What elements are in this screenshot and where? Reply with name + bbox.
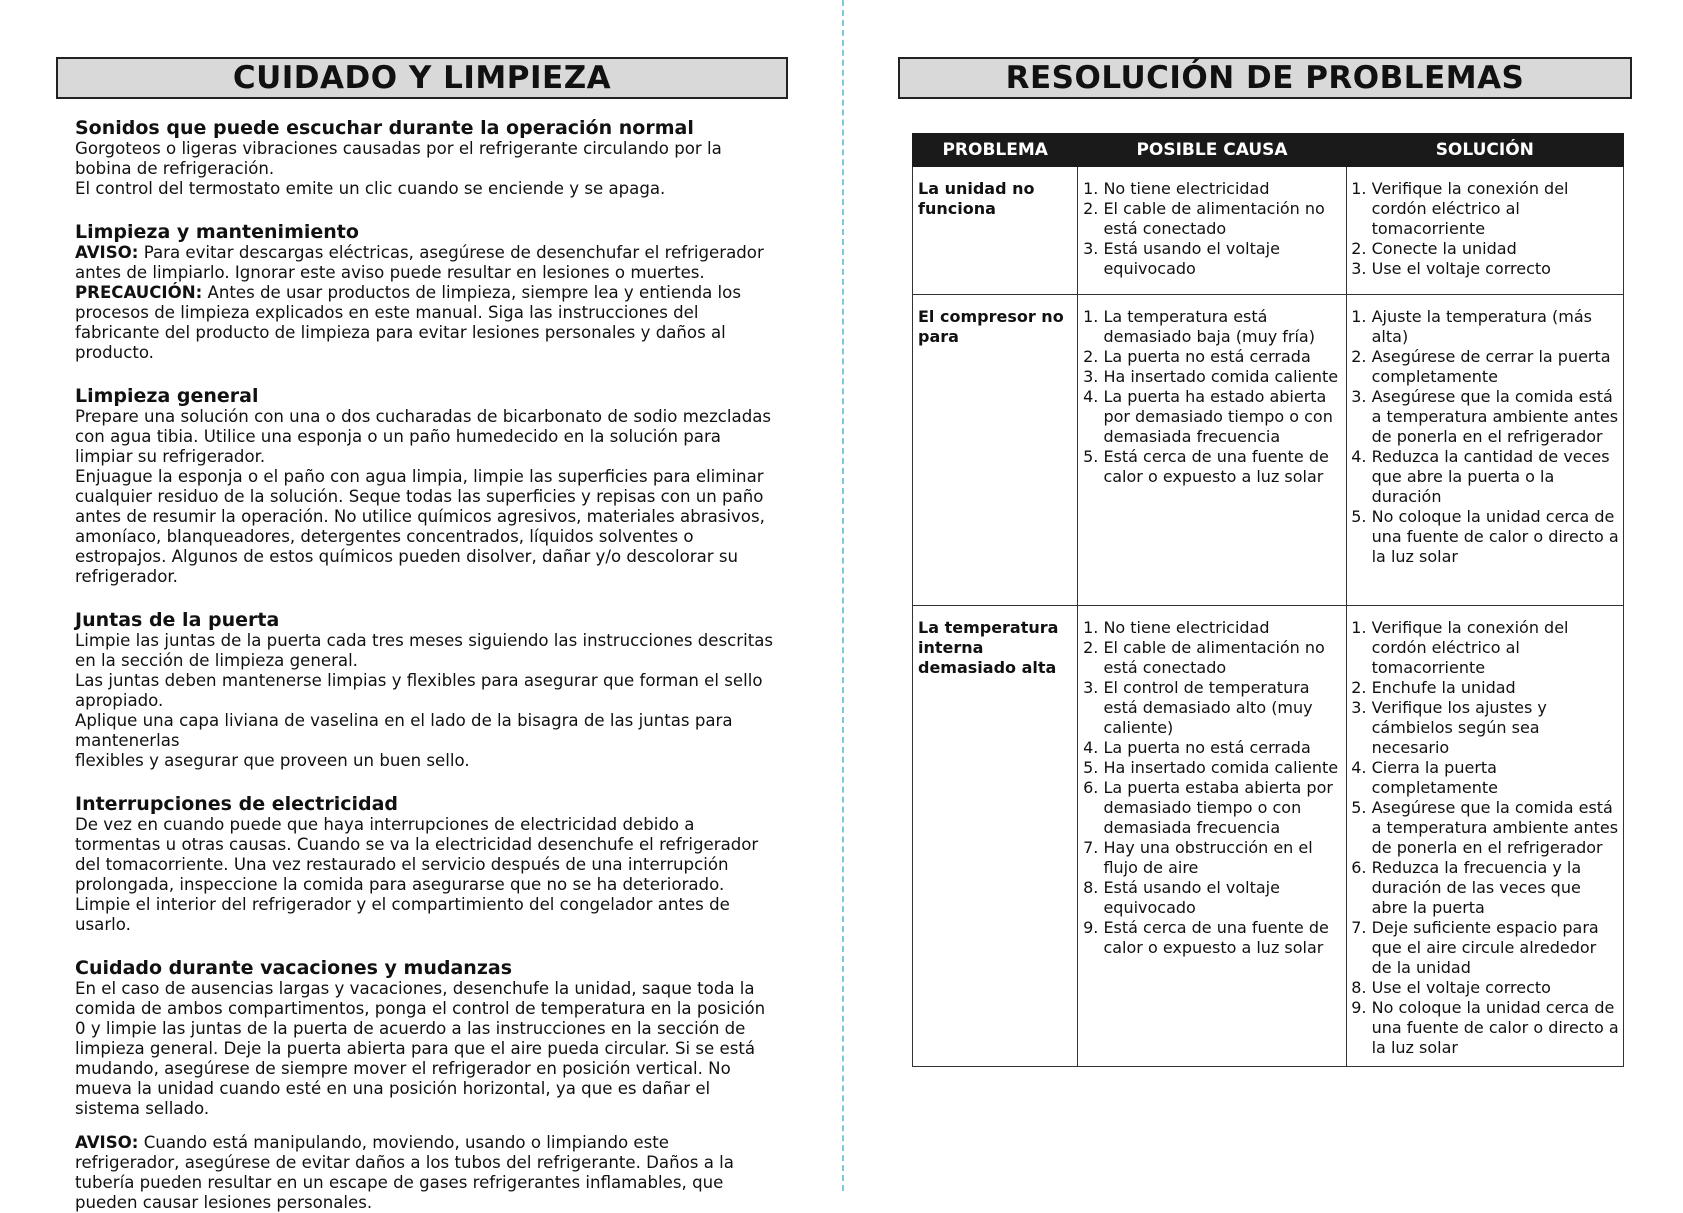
troubleshooting-title: RESOLUCIÓN DE PROBLEMAS <box>898 57 1632 99</box>
list-item: 4. La puerta ha estado abierta por demasiado tiempo o con demasiada frecuencia <box>1103 387 1341 447</box>
list-item: 7. Hay una obstrucción en el flujo de aire <box>1103 838 1341 878</box>
page-fold-divider <box>842 0 844 1191</box>
list-item: 3. Ha insertado comida caliente <box>1103 367 1341 387</box>
care-cleaning-content <box>75 117 775 1213</box>
warning-label: AVISO: <box>75 1133 139 1152</box>
caution-label: PRECAUCIÓN: <box>75 283 203 302</box>
section-paragraph: Gorgoteos o ligeras vibraciones causadas por el refrigerante circulando por la bobina de refrigeración. <box>75 139 722 178</box>
warning-paragraph <box>75 1133 775 1213</box>
list-item: 4. Reduzca la cantidad de veces que abre la puerta o la duración <box>1372 447 1619 507</box>
list-item: 3. Asegúrese que la comida está a temperatura ambiente antes de ponerla en el refrigerador <box>1372 387 1619 447</box>
section-normal-sounds <box>75 117 775 199</box>
section-heading: Limpieza y mantenimiento <box>75 221 359 243</box>
list-item: 3. Use el voltaje correcto <box>1372 259 1619 279</box>
list-item: 5. No coloque la unidad cerca de una fuente de calor o directo a la luz solar <box>1372 507 1619 567</box>
section-paragraph: Enjuague la esponja o el paño con agua limpia, limpie las superficies para eliminar cualquier residuo de la solución. Seque todas las superficies y repisas con un paño antes de resumir la operación. No utilice químicos agresivos, materiales abrasivos, amoníaco, blanqueadores, detergentes concentrados, líquidos solventes o estropajos. Algunos de estos químicos pueden disolver, dañar y/o descolorar su refrigerador. <box>75 467 765 586</box>
list-item: 8. Use el voltaje correcto <box>1372 978 1619 998</box>
cause-cell <box>1078 606 1346 1067</box>
solution-cell <box>1346 606 1623 1067</box>
care-cleaning-title: CUIDADO Y LIMPIEZA <box>56 57 788 99</box>
section-paragraph: De vez en cuando puede que haya interrupciones de electricidad debido a tormentas u otras causas. Cuando se va la electricidad desenchufe el refrigerador del tomacorriente. Una vez restaurado el servicio después de una interrupción prolongada, inspeccione la comida para asegurarse que no se ha deteriorado. Limpie el interior del refrigerador y el compartimiento del congelador antes de usarlo. <box>75 815 759 934</box>
list-item: 5. Está cerca de una fuente de calor o expuesto a luz solar <box>1103 447 1341 487</box>
section-paragraph: El control del termostato emite un clic cuando se enciende y se apaga. <box>75 179 666 198</box>
header-solution: SOLUCIÓN <box>1346 134 1623 167</box>
list-item: 1. No tiene electricidad <box>1103 618 1341 638</box>
caution-text: Antes de usar productos de limpieza, siempre lea y entienda los procesos de limpieza explicados en este manual. Siga las instrucciones del fabricante del producto de limpieza para evitar lesiones personales y daños al producto. <box>75 283 741 362</box>
list-item: 1. La temperatura está demasiado baja (muy fría) <box>1103 307 1341 347</box>
section-paragraph: Aplique una capa liviana de vaselina en el lado de la bisagra de las juntas para mantenerlas <box>75 711 733 750</box>
list-item: 4. La puerta no está cerrada <box>1103 738 1341 758</box>
section-vacation-moving <box>75 957 775 1119</box>
section-power-outages <box>75 793 775 935</box>
list-item: 6. Reduzca la frecuencia y la duración de las veces que abre la puerta <box>1372 858 1619 918</box>
final-warning <box>75 1133 775 1213</box>
warning-paragraph <box>75 243 775 283</box>
list-item: 2. La puerta no está cerrada <box>1103 347 1341 367</box>
cause-cell <box>1078 295 1346 606</box>
section-paragraph: En el caso de ausencias largas y vacaciones, desenchufe la unidad, saque toda la comida de ambos compartimentos, ponga el control de temperatura en la posición 0 y limpie las juntas de la puerta de acuerdo a las instrucciones en la sección de limpieza general. Deje la puerta abierta para que el aire pueda circular. Si se está mudando, asegúrese de siempre mover el refrigerador en posición vertical. No mueva la unidad cuando esté en una posición horizontal, ya que es dañar el sistema sellado. <box>75 979 766 1118</box>
caution-paragraph <box>75 283 775 363</box>
header-cause: POSIBLE CAUSA <box>1078 134 1346 167</box>
table-row <box>913 167 1624 295</box>
problem-cell: La temperatura interna demasiado alta <box>913 606 1078 1067</box>
list-item: 3. Está usando el voltaje equivocado <box>1103 239 1341 279</box>
list-item: 9. Está cerca de una fuente de calor o expuesto a luz solar <box>1103 918 1341 958</box>
solution-cell <box>1346 167 1623 295</box>
warning-text: Cuando está manipulando, moviendo, usando o limpiando este refrigerador, asegúrese de evitar daños a los tubos del refrigerante. Daños a la tubería pueden resultar en un escape de gases refrigerantes inflamables, que pueden causar lesiones personales. <box>75 1133 734 1212</box>
cause-cell <box>1078 167 1346 295</box>
section-paragraph: Prepare una solución con una o dos cucharadas de bicarbonato de sodio mezcladas con agua tibia. Utilice una esponja o un paño humedecido en la solución para limpiar su refrigerador. <box>75 407 772 466</box>
section-paragraph: Las juntas deben mantenerse limpias y flexibles para asegurar que forman el sello apropiado. <box>75 671 763 710</box>
list-item: 2. Asegúrese de cerrar la puerta completamente <box>1372 347 1619 387</box>
section-heading: Cuidado durante vacaciones y mudanzas <box>75 957 513 979</box>
list-item: 2. El cable de alimentación no está conectado <box>1103 199 1341 239</box>
section-heading: Sonidos que puede escuchar durante la operación normal <box>75 117 694 139</box>
table-row <box>913 606 1624 1067</box>
list-item: 9. No coloque la unidad cerca de una fuente de calor o directo a la luz solar <box>1372 998 1619 1058</box>
section-cleaning-maintenance <box>75 221 775 363</box>
list-item: 6. La puerta estaba abierta por demasiado tiempo o con demasiada frecuencia <box>1103 778 1341 838</box>
list-item: 2. Conecte la unidad <box>1372 239 1619 259</box>
list-item: 5. Ha insertado comida caliente <box>1103 758 1341 778</box>
list-item: 1. Verifique la conexión del cordón eléctrico al tomacorriente <box>1372 179 1619 239</box>
warning-text: Para evitar descargas eléctricas, asegúrese de desenchufar el refrigerador antes de limpiarlo. Ignorar este aviso puede resultar en lesiones o muertes. <box>75 243 764 282</box>
list-item: 2. El cable de alimentación no está conectado <box>1103 638 1341 678</box>
section-general-cleaning <box>75 385 775 587</box>
list-item: 5. Asegúrese que la comida está a temperatura ambiente antes de ponerla en el refrigerador <box>1372 798 1619 858</box>
list-item: 1. No tiene electricidad <box>1103 179 1341 199</box>
problem-cell: La unidad no funciona <box>913 167 1078 295</box>
list-item: 2. Enchufe la unidad <box>1372 678 1619 698</box>
list-item: 1. Ajuste la temperatura (más alta) <box>1372 307 1619 347</box>
problem-cell: El compresor no para <box>913 295 1078 606</box>
list-item: 8. Está usando el voltaje equivocado <box>1103 878 1341 918</box>
section-heading: Juntas de la puerta <box>75 609 280 631</box>
section-door-gaskets <box>75 609 775 771</box>
list-item: 3. Verifique los ajustes y cámbielos según sea necesario <box>1372 698 1619 758</box>
table-row <box>913 295 1624 606</box>
section-paragraph: flexibles y asegurar que proveen un buen sello. <box>75 751 470 770</box>
list-item: 1. Verifique la conexión del cordón eléctrico al tomacorriente <box>1372 618 1619 678</box>
section-heading: Interrupciones de electricidad <box>75 793 399 815</box>
list-item: 4. Cierra la puerta completamente <box>1372 758 1619 798</box>
section-paragraph: Limpie las juntas de la puerta cada tres meses siguiendo las instrucciones descritas en la sección de limpieza general. <box>75 631 774 670</box>
table-header-row <box>913 134 1624 167</box>
list-item: 7. Deje suficiente espacio para que el aire circule alrededor de la unidad <box>1372 918 1619 978</box>
warning-label: AVISO: <box>75 243 139 262</box>
solution-cell <box>1346 295 1623 606</box>
troubleshooting-table <box>912 133 1624 1067</box>
header-problem: PROBLEMA <box>913 134 1078 167</box>
list-item: 3. El control de temperatura está demasiado alto (muy caliente) <box>1103 678 1341 738</box>
section-heading: Limpieza general <box>75 385 259 407</box>
